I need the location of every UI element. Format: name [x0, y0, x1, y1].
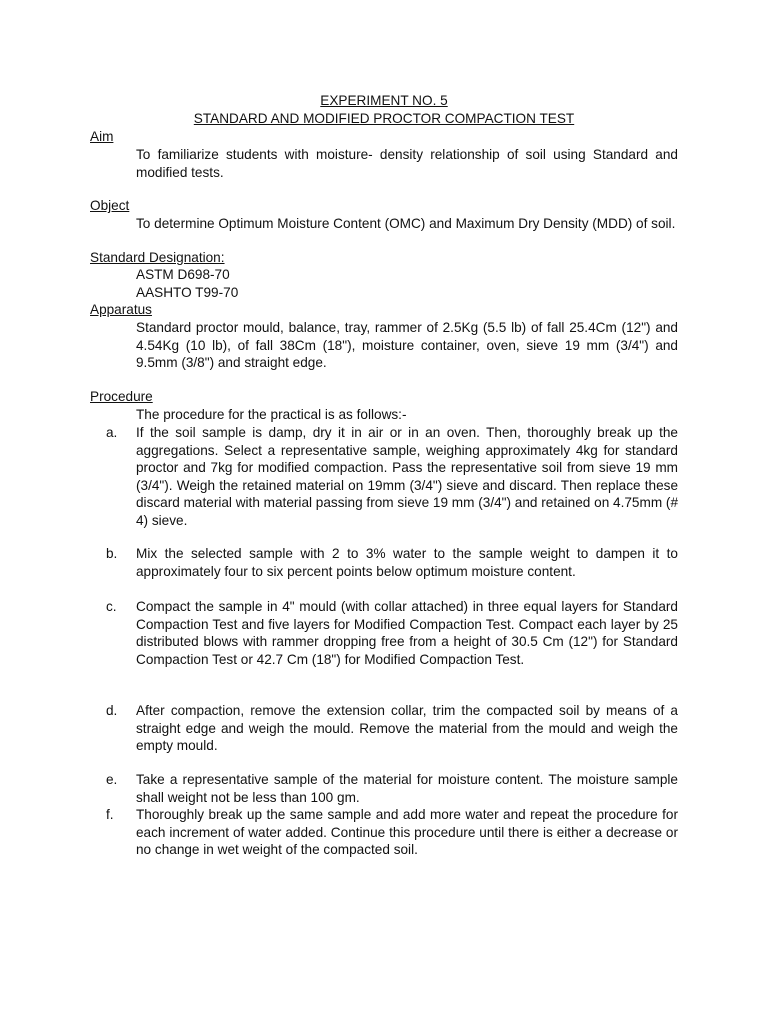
procedure-heading: Procedure [90, 389, 153, 404]
step-marker: a. [106, 425, 118, 440]
step-marker: d. [106, 703, 118, 718]
step-text: Compact the sample in 4" mould (with collar attached) in three equal layers for Standard Compaction Test and five layers for Modified Compaction Test. Compact each layer by 25 distributed blows with rammer dropping free from a height of 30.5 Cm (12") for Standard Compaction Test or 42.7 Cm (18") for Modified Compaction Test. [136, 599, 678, 667]
step-text: If the soil sample is damp, dry it in air or in an oven. Then, thoroughly break up the aggregations. Select a representative sample, weighing approximately 4kg for standard proctor and 7kg for modified compaction. Pass the representative soil from sieve 19 mm (3/4"). Weigh the retained material on 19mm (3/4") sieve and discard. Then replace these discard material with material passing from sieve 19 mm (3/4") and retained on 4.75mm (# 4) sieve. [136, 425, 679, 528]
step-marker: f. [106, 807, 114, 822]
step-marker: c. [106, 599, 117, 614]
step-text: Take a representative sample of the material for moisture content. The moisture sample shall weight not be less than 100 gm. [136, 772, 678, 805]
step-text: After compaction, remove the extension collar, trim the compacted soil by means of a straight edge and weigh the mould. Remove the material from the mould and weigh the empty mould. [136, 703, 678, 753]
experiment-number: EXPERIMENT NO. 5 [320, 93, 448, 108]
standard-designation-item: ASTM D698-70 [136, 267, 230, 282]
step-marker: e. [106, 772, 118, 787]
step-marker: b. [106, 546, 118, 561]
step-text: Thoroughly break up the same sample and add more water and repeat the procedure for each increment of water added. Continue this procedure until there is either a decrease or no change in wet weight of the compacted soil. [136, 807, 678, 857]
object-heading: Object [90, 198, 130, 213]
standard-designation-heading: Standard Designation: [90, 250, 225, 265]
document-title: STANDARD AND MODIFIED PROCTOR COMPACTION TEST [193, 111, 575, 126]
object-text: To determine Optimum Moisture Content (OMC) and Maximum Dry Density (MDD) of soil. [136, 216, 676, 231]
standard-designation-item: AASHTO T99-70 [136, 285, 239, 300]
apparatus-text: Standard proctor mould, balance, tray, rammer of 2.5Kg (5.5 lb) of fall 25.4Cm (12") and 4.54Kg (10 lb), of fall 38Cm (18"), moisture container, oven, sieve 19 mm (3/4") and 9.5mm (3/8") and straight edge. [136, 320, 678, 370]
step-text: Mix the selected sample with 2 to 3% water to the sample weight to dampen it to approximately four to six percent points below optimum moisture content. [136, 546, 678, 579]
apparatus-heading: Apparatus [90, 302, 152, 317]
aim-text: To familiarize students with moisture- density relationship of soil using Standard and modified tests. [136, 147, 678, 180]
aim-heading: Aim [90, 129, 114, 144]
procedure-intro: The procedure for the practical is as follows:- [136, 407, 407, 422]
